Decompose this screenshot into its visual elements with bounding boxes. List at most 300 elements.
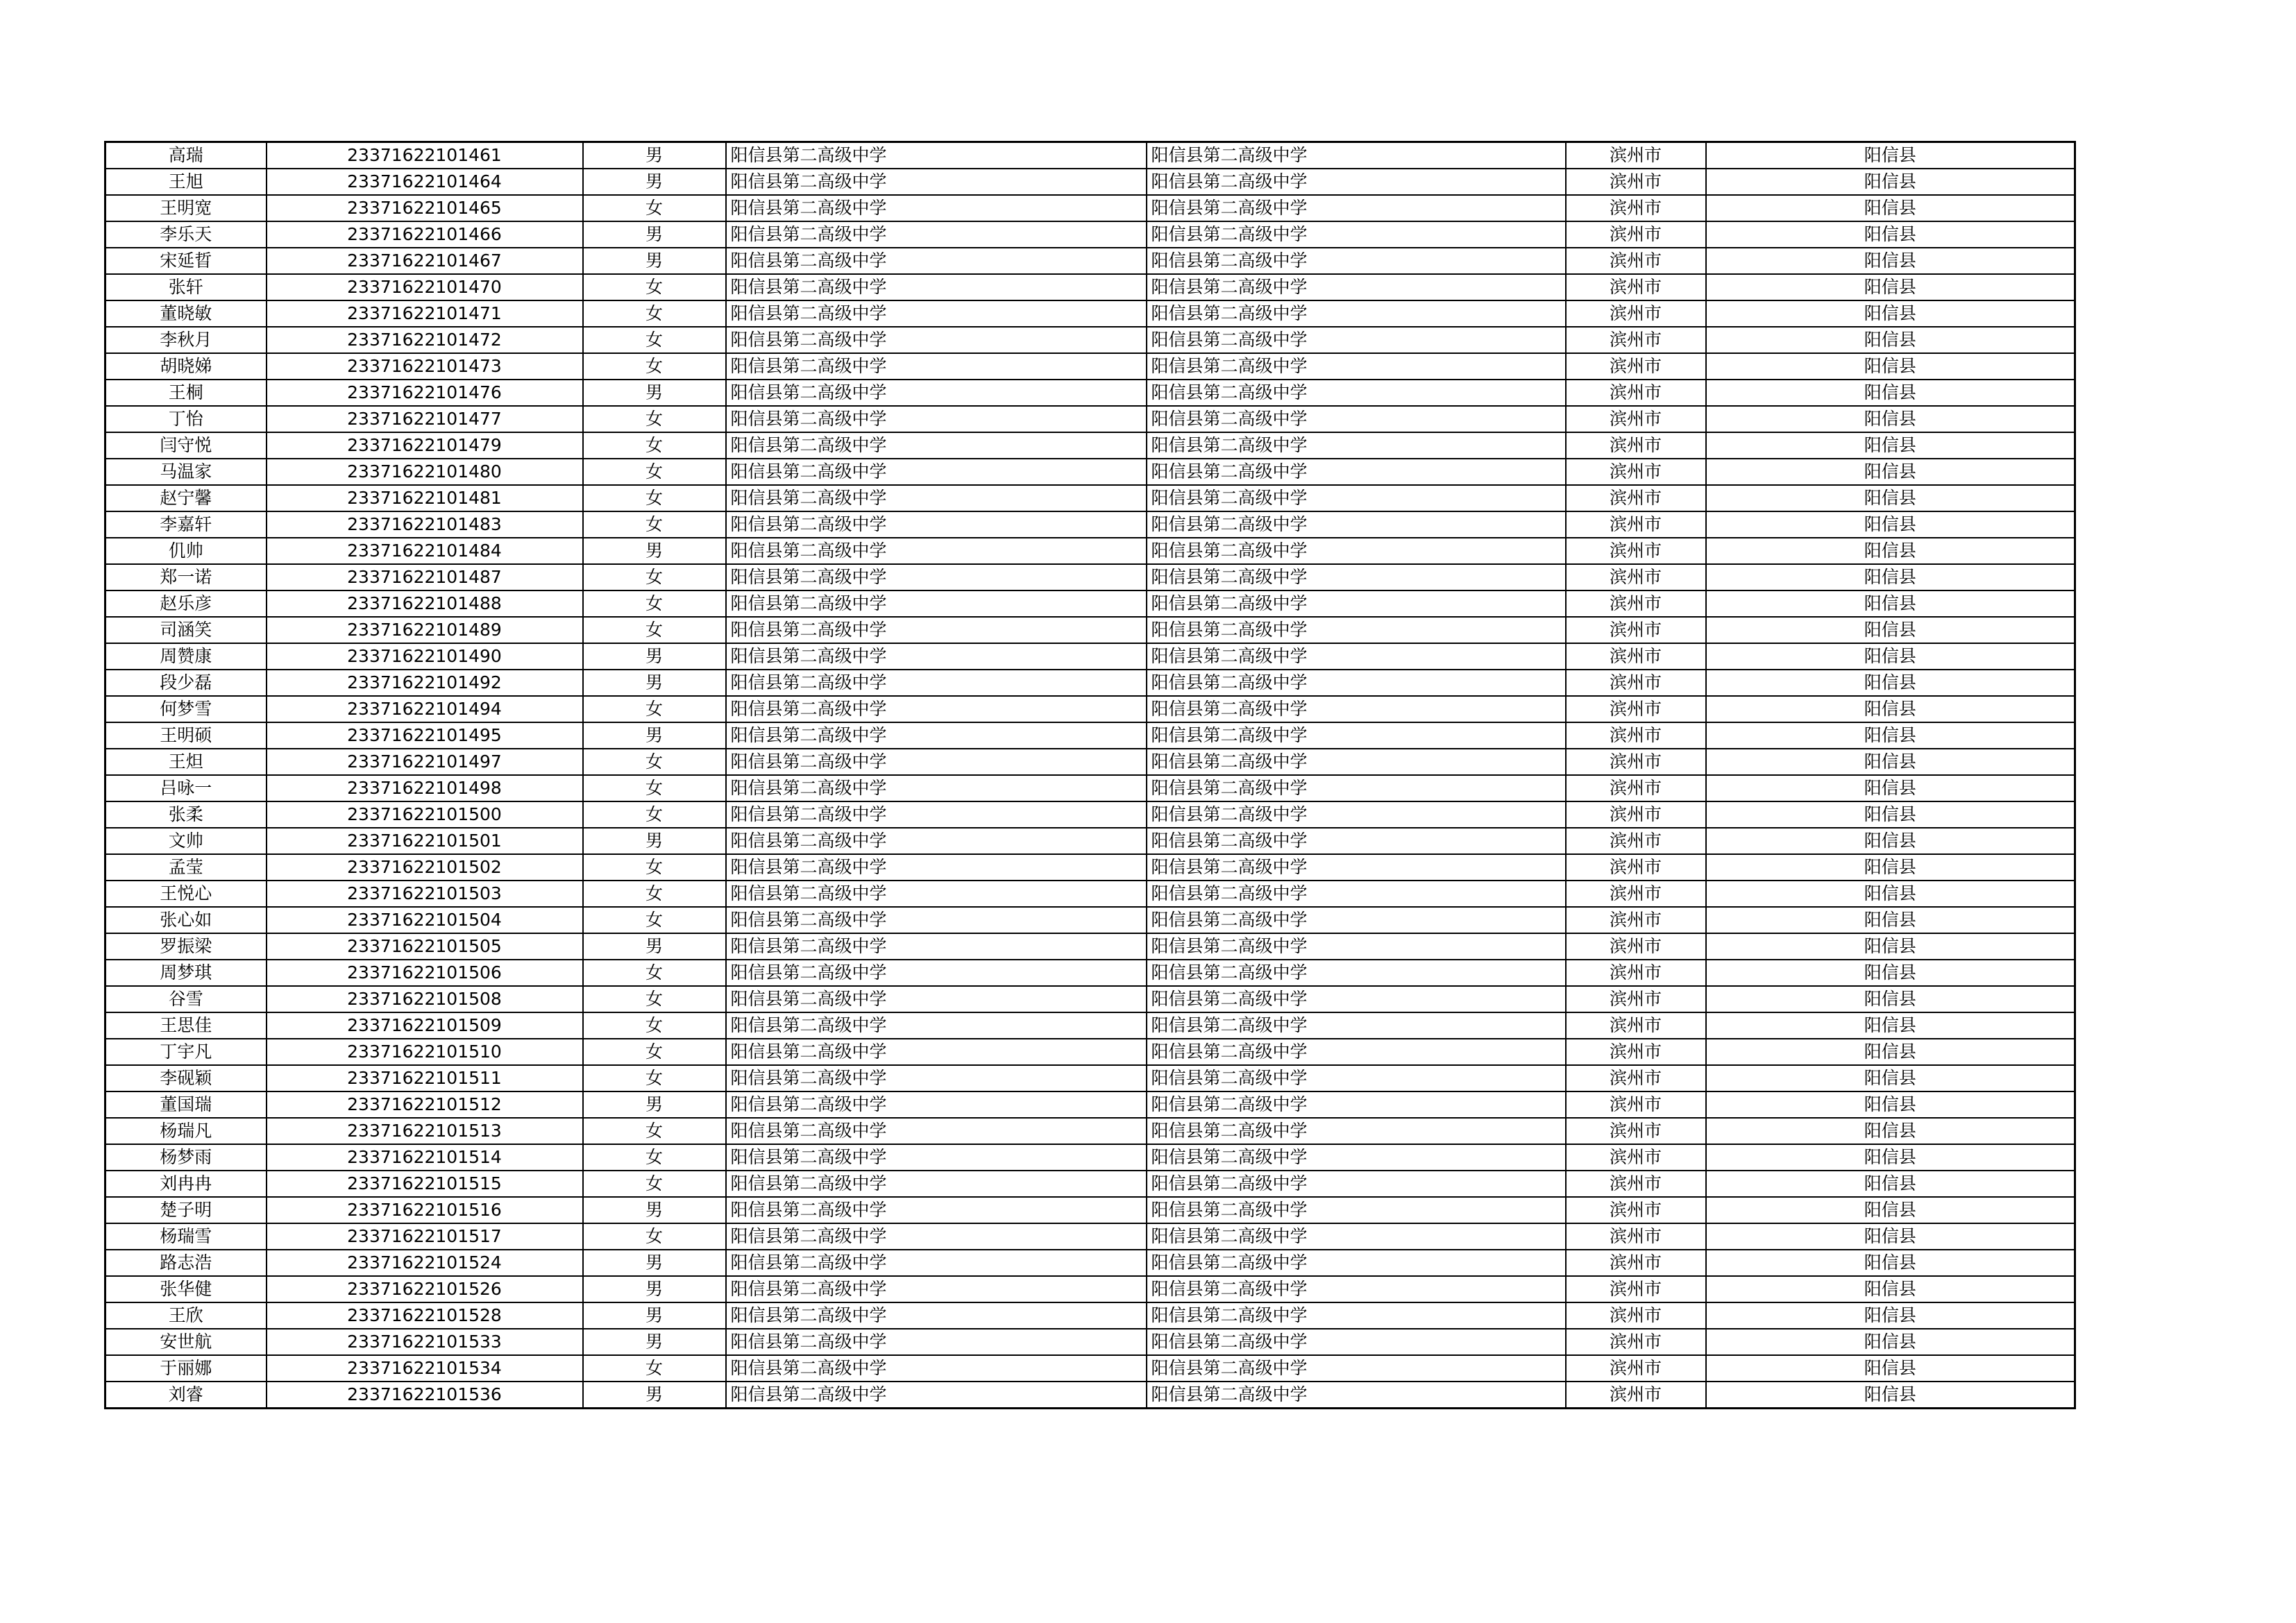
school-cell: 阳信县第二高级中学: [726, 1382, 1147, 1409]
exam-number-cell: 23371622101510: [267, 1039, 583, 1065]
city-cell: 滨州市: [1566, 696, 1706, 722]
county-cell: 阳信县: [1706, 1197, 2075, 1223]
name-cell: 宋延晢: [105, 248, 267, 274]
exam-number-cell: 23371622101461: [267, 142, 583, 169]
table-row: [105, 511, 2075, 538]
county-cell: 阳信县: [1706, 1171, 2075, 1197]
name-cell: 赵宁馨: [105, 485, 267, 511]
city-cell: 滨州市: [1566, 828, 1706, 854]
name-cell: 司涵笑: [105, 617, 267, 643]
school-cell: 阳信县第二高级中学: [1147, 564, 1566, 590]
school-cell: 阳信县第二高级中学: [1147, 353, 1566, 380]
name-cell: 胡晓娣: [105, 353, 267, 380]
exam-number-cell: 23371622101506: [267, 960, 583, 986]
gender-cell: 男: [583, 643, 726, 670]
school-cell: 阳信县第二高级中学: [1147, 1039, 1566, 1065]
school-cell: 阳信县第二高级中学: [726, 854, 1147, 881]
school-cell: 阳信县第二高级中学: [1147, 1276, 1566, 1302]
school-cell: 阳信县第二高级中学: [726, 169, 1147, 195]
gender-cell: 女: [583, 590, 726, 617]
county-cell: 阳信县: [1706, 1355, 2075, 1382]
county-cell: 阳信县: [1706, 960, 2075, 986]
city-cell: 滨州市: [1566, 590, 1706, 617]
school-cell: 阳信县第二高级中学: [726, 564, 1147, 590]
gender-cell: 女: [583, 854, 726, 881]
gender-cell: 女: [583, 511, 726, 538]
exam-number-cell: 23371622101509: [267, 1012, 583, 1039]
school-cell: 阳信县第二高级中学: [1147, 380, 1566, 406]
table-row: [105, 300, 2075, 327]
school-cell: 阳信县第二高级中学: [1147, 274, 1566, 300]
table-row: [105, 459, 2075, 485]
school-cell: 阳信县第二高级中学: [726, 617, 1147, 643]
table-row: [105, 960, 2075, 986]
gender-cell: 男: [583, 538, 726, 564]
school-cell: 阳信县第二高级中学: [1147, 960, 1566, 986]
school-cell: 阳信县第二高级中学: [726, 775, 1147, 801]
name-cell: 王明宽: [105, 195, 267, 221]
exam-number-cell: 23371622101503: [267, 881, 583, 907]
school-cell: 阳信县第二高级中学: [726, 1223, 1147, 1250]
table-row: [105, 1223, 2075, 1250]
gender-cell: 女: [583, 485, 726, 511]
school-cell: 阳信县第二高级中学: [1147, 432, 1566, 459]
exam-number-cell: 23371622101528: [267, 1302, 583, 1329]
gender-cell: 男: [583, 1197, 726, 1223]
table-row: [105, 1276, 2075, 1302]
school-cell: 阳信县第二高级中学: [726, 538, 1147, 564]
gender-cell: 女: [583, 617, 726, 643]
city-cell: 滨州市: [1566, 485, 1706, 511]
school-cell: 阳信县第二高级中学: [726, 960, 1147, 986]
school-cell: 阳信县第二高级中学: [726, 459, 1147, 485]
school-cell: 阳信县第二高级中学: [1147, 1065, 1566, 1091]
gender-cell: 女: [583, 459, 726, 485]
city-cell: 滨州市: [1566, 1276, 1706, 1302]
school-cell: 阳信县第二高级中学: [726, 907, 1147, 933]
name-cell: 于丽娜: [105, 1355, 267, 1382]
county-cell: 阳信县: [1706, 828, 2075, 854]
name-cell: 仉帅: [105, 538, 267, 564]
exam-number-cell: 23371622101494: [267, 696, 583, 722]
name-cell: 楚子明: [105, 1197, 267, 1223]
exam-number-cell: 23371622101517: [267, 1223, 583, 1250]
county-cell: 阳信县: [1706, 749, 2075, 775]
school-cell: 阳信县第二高级中学: [726, 1091, 1147, 1118]
school-cell: 阳信县第二高级中学: [726, 1118, 1147, 1144]
exam-number-cell: 23371622101504: [267, 907, 583, 933]
exam-number-cell: 23371622101483: [267, 511, 583, 538]
table-row: [105, 1355, 2075, 1382]
county-cell: 阳信县: [1706, 1382, 2075, 1409]
table-row: [105, 1197, 2075, 1223]
student-roster-table: [104, 141, 2076, 1409]
school-cell: 阳信县第二高级中学: [726, 1250, 1147, 1276]
school-cell: 阳信县第二高级中学: [726, 1302, 1147, 1329]
city-cell: 滨州市: [1566, 1197, 1706, 1223]
school-cell: 阳信县第二高级中学: [1147, 195, 1566, 221]
school-cell: 阳信县第二高级中学: [1147, 459, 1566, 485]
name-cell: 王旭: [105, 169, 267, 195]
exam-number-cell: 23371622101481: [267, 485, 583, 511]
name-cell: 罗振梁: [105, 933, 267, 960]
exam-number-cell: 23371622101524: [267, 1250, 583, 1276]
name-cell: 董国瑞: [105, 1091, 267, 1118]
table-row: [105, 142, 2075, 169]
name-cell: 丁怡: [105, 406, 267, 432]
city-cell: 滨州市: [1566, 1171, 1706, 1197]
school-cell: 阳信县第二高级中学: [726, 881, 1147, 907]
city-cell: 滨州市: [1566, 722, 1706, 749]
school-cell: 阳信县第二高级中学: [1147, 1197, 1566, 1223]
city-cell: 滨州市: [1566, 749, 1706, 775]
table-row: [105, 854, 2075, 881]
school-cell: 阳信县第二高级中学: [1147, 1250, 1566, 1276]
gender-cell: 男: [583, 248, 726, 274]
county-cell: 阳信县: [1706, 327, 2075, 353]
table-row: [105, 828, 2075, 854]
school-cell: 阳信县第二高级中学: [1147, 801, 1566, 828]
school-cell: 阳信县第二高级中学: [726, 1039, 1147, 1065]
exam-number-cell: 23371622101512: [267, 1091, 583, 1118]
gender-cell: 男: [583, 221, 726, 248]
school-cell: 阳信县第二高级中学: [1147, 1355, 1566, 1382]
gender-cell: 女: [583, 986, 726, 1012]
table-row: [105, 248, 2075, 274]
county-cell: 阳信县: [1706, 590, 2075, 617]
city-cell: 滨州市: [1566, 1065, 1706, 1091]
county-cell: 阳信县: [1706, 907, 2075, 933]
table-row: [105, 274, 2075, 300]
county-cell: 阳信县: [1706, 854, 2075, 881]
school-cell: 阳信县第二高级中学: [1147, 775, 1566, 801]
city-cell: 滨州市: [1566, 248, 1706, 274]
name-cell: 张华健: [105, 1276, 267, 1302]
name-cell: 丁宇凡: [105, 1039, 267, 1065]
table-row: [105, 1382, 2075, 1409]
exam-number-cell: 23371622101480: [267, 459, 583, 485]
gender-cell: 男: [583, 1091, 726, 1118]
city-cell: 滨州市: [1566, 670, 1706, 696]
gender-cell: 男: [583, 1276, 726, 1302]
exam-number-cell: 23371622101516: [267, 1197, 583, 1223]
school-cell: 阳信县第二高级中学: [726, 722, 1147, 749]
city-cell: 滨州市: [1566, 300, 1706, 327]
city-cell: 滨州市: [1566, 1355, 1706, 1382]
county-cell: 阳信县: [1706, 485, 2075, 511]
school-cell: 阳信县第二高级中学: [1147, 1329, 1566, 1355]
gender-cell: 女: [583, 801, 726, 828]
exam-number-cell: 23371622101467: [267, 248, 583, 274]
name-cell: 刘冉冉: [105, 1171, 267, 1197]
city-cell: 滨州市: [1566, 459, 1706, 485]
school-cell: 阳信县第二高级中学: [726, 221, 1147, 248]
county-cell: 阳信县: [1706, 459, 2075, 485]
gender-cell: 男: [583, 169, 726, 195]
table-row: [105, 1012, 2075, 1039]
city-cell: 滨州市: [1566, 907, 1706, 933]
city-cell: 滨州市: [1566, 432, 1706, 459]
gender-cell: 女: [583, 1171, 726, 1197]
table-row: [105, 696, 2075, 722]
table-row: [105, 670, 2075, 696]
name-cell: 王桐: [105, 380, 267, 406]
school-cell: 阳信县第二高级中学: [726, 380, 1147, 406]
exam-number-cell: 23371622101511: [267, 1065, 583, 1091]
table-body: [105, 142, 2075, 1409]
exam-number-cell: 23371622101501: [267, 828, 583, 854]
county-cell: 阳信县: [1706, 169, 2075, 195]
name-cell: 谷雪: [105, 986, 267, 1012]
city-cell: 滨州市: [1566, 933, 1706, 960]
exam-number-cell: 23371622101490: [267, 643, 583, 670]
name-cell: 王思佳: [105, 1012, 267, 1039]
city-cell: 滨州市: [1566, 380, 1706, 406]
exam-number-cell: 23371622101464: [267, 169, 583, 195]
exam-number-cell: 23371622101472: [267, 327, 583, 353]
table-row: [105, 221, 2075, 248]
city-cell: 滨州市: [1566, 1039, 1706, 1065]
county-cell: 阳信县: [1706, 538, 2075, 564]
name-cell: 闫守悦: [105, 432, 267, 459]
city-cell: 滨州市: [1566, 1382, 1706, 1409]
school-cell: 阳信县第二高级中学: [726, 274, 1147, 300]
city-cell: 滨州市: [1566, 1250, 1706, 1276]
exam-number-cell: 23371622101476: [267, 380, 583, 406]
county-cell: 阳信县: [1706, 1302, 2075, 1329]
table-row: [105, 380, 2075, 406]
county-cell: 阳信县: [1706, 1276, 2075, 1302]
name-cell: 吕咏一: [105, 775, 267, 801]
name-cell: 李秋月: [105, 327, 267, 353]
table-row: [105, 1144, 2075, 1171]
school-cell: 阳信县第二高级中学: [726, 432, 1147, 459]
gender-cell: 女: [583, 1039, 726, 1065]
exam-number-cell: 23371622101471: [267, 300, 583, 327]
table-row: [105, 432, 2075, 459]
school-cell: 阳信县第二高级中学: [1147, 828, 1566, 854]
city-cell: 滨州市: [1566, 1223, 1706, 1250]
city-cell: 滨州市: [1566, 1302, 1706, 1329]
county-cell: 阳信县: [1706, 696, 2075, 722]
table-row: [105, 1329, 2075, 1355]
school-cell: 阳信县第二高级中学: [1147, 670, 1566, 696]
school-cell: 阳信县第二高级中学: [1147, 511, 1566, 538]
exam-number-cell: 23371622101505: [267, 933, 583, 960]
table-row: [105, 590, 2075, 617]
gender-cell: 男: [583, 142, 726, 169]
exam-number-cell: 23371622101465: [267, 195, 583, 221]
table-row: [105, 564, 2075, 590]
gender-cell: 女: [583, 775, 726, 801]
city-cell: 滨州市: [1566, 195, 1706, 221]
exam-number-cell: 23371622101534: [267, 1355, 583, 1382]
school-cell: 阳信县第二高级中学: [726, 1012, 1147, 1039]
school-cell: 阳信县第二高级中学: [726, 300, 1147, 327]
school-cell: 阳信县第二高级中学: [1147, 749, 1566, 775]
county-cell: 阳信县: [1706, 1118, 2075, 1144]
school-cell: 阳信县第二高级中学: [1147, 248, 1566, 274]
school-cell: 阳信县第二高级中学: [726, 828, 1147, 854]
school-cell: 阳信县第二高级中学: [726, 1065, 1147, 1091]
city-cell: 滨州市: [1566, 960, 1706, 986]
county-cell: 阳信县: [1706, 511, 2075, 538]
school-cell: 阳信县第二高级中学: [726, 195, 1147, 221]
table-row: [105, 933, 2075, 960]
gender-cell: 女: [583, 696, 726, 722]
gender-cell: 女: [583, 1065, 726, 1091]
name-cell: 段少磊: [105, 670, 267, 696]
gender-cell: 女: [583, 960, 726, 986]
exam-number-cell: 23371622101473: [267, 353, 583, 380]
gender-cell: 女: [583, 1012, 726, 1039]
school-cell: 阳信县第二高级中学: [1147, 907, 1566, 933]
county-cell: 阳信县: [1706, 142, 2075, 169]
county-cell: 阳信县: [1706, 1223, 2075, 1250]
gender-cell: 女: [583, 406, 726, 432]
county-cell: 阳信县: [1706, 1144, 2075, 1171]
school-cell: 阳信县第二高级中学: [726, 590, 1147, 617]
name-cell: 张柔: [105, 801, 267, 828]
county-cell: 阳信县: [1706, 564, 2075, 590]
exam-number-cell: 23371622101513: [267, 1118, 583, 1144]
table-row: [105, 801, 2075, 828]
exam-number-cell: 23371622101492: [267, 670, 583, 696]
county-cell: 阳信县: [1706, 881, 2075, 907]
school-cell: 阳信县第二高级中学: [726, 1355, 1147, 1382]
exam-number-cell: 23371622101498: [267, 775, 583, 801]
table-row: [105, 538, 2075, 564]
gender-cell: 男: [583, 1329, 726, 1355]
city-cell: 滨州市: [1566, 986, 1706, 1012]
name-cell: 王明硕: [105, 722, 267, 749]
gender-cell: 男: [583, 670, 726, 696]
name-cell: 周梦琪: [105, 960, 267, 986]
gender-cell: 女: [583, 564, 726, 590]
school-cell: 阳信县第二高级中学: [1147, 169, 1566, 195]
school-cell: 阳信县第二高级中学: [1147, 986, 1566, 1012]
table-row: [105, 485, 2075, 511]
county-cell: 阳信县: [1706, 722, 2075, 749]
city-cell: 滨州市: [1566, 1091, 1706, 1118]
county-cell: 阳信县: [1706, 1065, 2075, 1091]
school-cell: 阳信县第二高级中学: [726, 142, 1147, 169]
gender-cell: 女: [583, 274, 726, 300]
gender-cell: 女: [583, 881, 726, 907]
county-cell: 阳信县: [1706, 670, 2075, 696]
school-cell: 阳信县第二高级中学: [1147, 722, 1566, 749]
city-cell: 滨州市: [1566, 511, 1706, 538]
table-row: [105, 881, 2075, 907]
exam-number-cell: 23371622101515: [267, 1171, 583, 1197]
exam-number-cell: 23371622101533: [267, 1329, 583, 1355]
exam-number-cell: 23371622101477: [267, 406, 583, 432]
table-row: [105, 406, 2075, 432]
name-cell: 马温家: [105, 459, 267, 485]
name-cell: 文帅: [105, 828, 267, 854]
school-cell: 阳信县第二高级中学: [1147, 1171, 1566, 1197]
exam-number-cell: 23371622101479: [267, 432, 583, 459]
table-row: [105, 1065, 2075, 1091]
gender-cell: 女: [583, 195, 726, 221]
county-cell: 阳信县: [1706, 775, 2075, 801]
city-cell: 滨州市: [1566, 1329, 1706, 1355]
county-cell: 阳信县: [1706, 1250, 2075, 1276]
school-cell: 阳信县第二高级中学: [1147, 933, 1566, 960]
county-cell: 阳信县: [1706, 432, 2075, 459]
exam-number-cell: 23371622101489: [267, 617, 583, 643]
table-row: [105, 1091, 2075, 1118]
city-cell: 滨州市: [1566, 406, 1706, 432]
table-row: [105, 1039, 2075, 1065]
gender-cell: 男: [583, 1382, 726, 1409]
name-cell: 高瑞: [105, 142, 267, 169]
exam-number-cell: 23371622101484: [267, 538, 583, 564]
gender-cell: 女: [583, 300, 726, 327]
name-cell: 王悦心: [105, 881, 267, 907]
school-cell: 阳信县第二高级中学: [1147, 854, 1566, 881]
city-cell: 滨州市: [1566, 327, 1706, 353]
county-cell: 阳信县: [1706, 1091, 2075, 1118]
school-cell: 阳信县第二高级中学: [1147, 643, 1566, 670]
gender-cell: 男: [583, 380, 726, 406]
school-cell: 阳信县第二高级中学: [1147, 1091, 1566, 1118]
city-cell: 滨州市: [1566, 142, 1706, 169]
county-cell: 阳信县: [1706, 406, 2075, 432]
name-cell: 路志浩: [105, 1250, 267, 1276]
school-cell: 阳信县第二高级中学: [1147, 1223, 1566, 1250]
county-cell: 阳信县: [1706, 248, 2075, 274]
county-cell: 阳信县: [1706, 300, 2075, 327]
table-row: [105, 327, 2075, 353]
name-cell: 王欣: [105, 1302, 267, 1329]
city-cell: 滨州市: [1566, 617, 1706, 643]
name-cell: 周赞康: [105, 643, 267, 670]
table-row: [105, 353, 2075, 380]
city-cell: 滨州市: [1566, 1118, 1706, 1144]
school-cell: 阳信县第二高级中学: [726, 1197, 1147, 1223]
name-cell: 赵乐彦: [105, 590, 267, 617]
school-cell: 阳信县第二高级中学: [1147, 617, 1566, 643]
school-cell: 阳信县第二高级中学: [1147, 300, 1566, 327]
name-cell: 李嘉轩: [105, 511, 267, 538]
city-cell: 滨州市: [1566, 274, 1706, 300]
table-row: [105, 1250, 2075, 1276]
exam-number-cell: 23371622101488: [267, 590, 583, 617]
gender-cell: 男: [583, 1250, 726, 1276]
gender-cell: 男: [583, 722, 726, 749]
name-cell: 安世航: [105, 1329, 267, 1355]
gender-cell: 女: [583, 1223, 726, 1250]
county-cell: 阳信县: [1706, 195, 2075, 221]
table-row: [105, 1171, 2075, 1197]
school-cell: 阳信县第二高级中学: [726, 353, 1147, 380]
school-cell: 阳信县第二高级中学: [726, 696, 1147, 722]
school-cell: 阳信县第二高级中学: [726, 670, 1147, 696]
county-cell: 阳信县: [1706, 617, 2075, 643]
county-cell: 阳信县: [1706, 643, 2075, 670]
school-cell: 阳信县第二高级中学: [726, 933, 1147, 960]
table-row: [105, 986, 2075, 1012]
city-cell: 滨州市: [1566, 1012, 1706, 1039]
exam-number-cell: 23371622101487: [267, 564, 583, 590]
table-row: [105, 907, 2075, 933]
name-cell: 杨梦雨: [105, 1144, 267, 1171]
gender-cell: 女: [583, 1118, 726, 1144]
school-cell: 阳信县第二高级中学: [1147, 590, 1566, 617]
gender-cell: 女: [583, 1144, 726, 1171]
city-cell: 滨州市: [1566, 881, 1706, 907]
